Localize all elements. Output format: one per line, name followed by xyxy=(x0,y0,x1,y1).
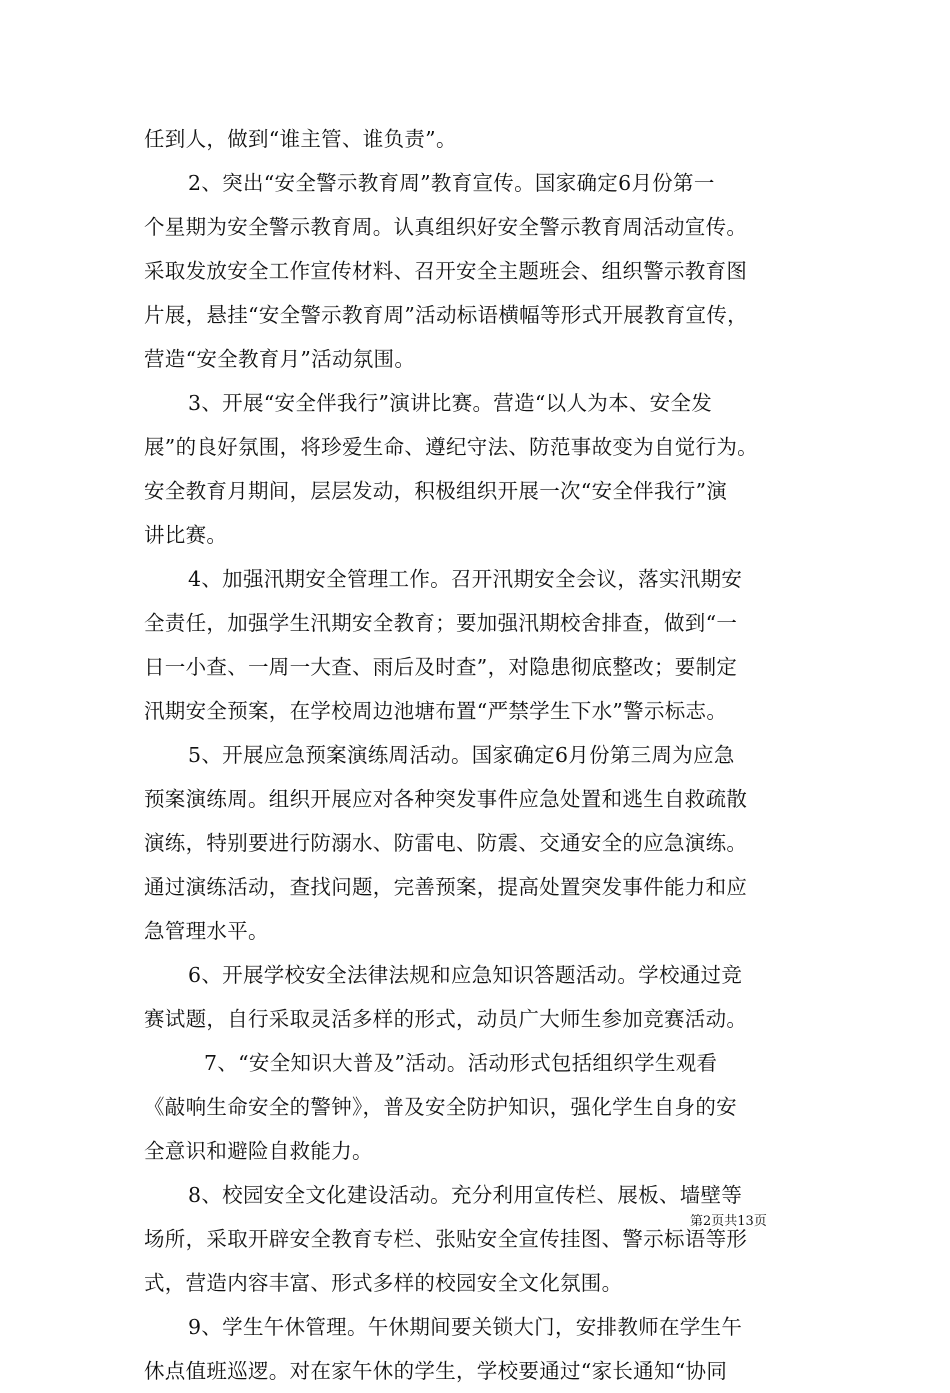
text-line: 式，营造内容丰富、形式多样的校园安全文化氛围。 xyxy=(144,1271,623,1295)
text-line: 赛试题，自行采取灵活多样的形式，动员广大师生参加竞赛活动。 xyxy=(144,1007,748,1031)
text-line: 3、开展“安全伴我行”演讲比赛。营造“以人为本、安全发 xyxy=(188,391,713,415)
text-line: 场所，采取开辟安全教育专栏、张贴安全宣传挂图、警示标语等形 xyxy=(144,1227,748,1251)
text-line: 任到人，做到“谁主管、谁负责”。 xyxy=(144,127,457,151)
text-line: 展”的良好氛围，将珍爱生命、遵纪守法、防范事故变为自觉行为。 xyxy=(144,435,758,459)
text-line: 讲比赛。 xyxy=(144,523,228,547)
text-line: 安全教育月期间，层层发动，积极组织开展一次“安全伴我行”演 xyxy=(144,479,728,503)
text-line: 汛期安全预案，在学校周边池塘布置“严禁学生下水”警示标志。 xyxy=(144,699,728,723)
page-number-footer: 第2页共13页 xyxy=(690,1214,767,1229)
text-line: 8、校园安全文化建设活动。充分利用宣传栏、展板、墙壁等 xyxy=(188,1183,743,1207)
text-line: 9、学生午休管理。午休期间要关锁大门，安排教师在学生午 xyxy=(188,1315,743,1339)
text-line: 7、“安全知识大普及”活动。活动形式包括组织学生观看 xyxy=(204,1051,718,1075)
text-line: 全意识和避险自救能力。 xyxy=(144,1139,373,1163)
text-line: 急管理水平。 xyxy=(144,919,269,943)
text-line: 休点值班巡逻。对在家午休的学生，学校要通过“家长通知“协同 xyxy=(144,1359,728,1383)
text-line: 个星期为安全警示教育周。认真组织好安全警示教育周活动宣传。 xyxy=(144,215,748,239)
text-line: 《敲响生命安全的警钟》，普及安全防护知识，强化学生自身的安 xyxy=(144,1095,737,1119)
text-line: 采取发放安全工作宣传材料、召开安全主题班会、组织警示教育图 xyxy=(144,259,748,283)
text-line: 2、突出“安全警示教育周”教育宣传。国家确定6月份第一 xyxy=(188,171,715,195)
document-body xyxy=(144,117,814,1393)
text-line: 5、开展应急预案演练周活动。国家确定6月份第三周为应急 xyxy=(188,743,735,767)
text-line: 通过演练活动，查找问题，完善预案，提高处置突发事件能力和应 xyxy=(144,875,748,899)
text-line: 片展，悬挂“安全警示教育周”活动标语横幅等形式开展教育宣传， xyxy=(144,303,748,327)
text-line: 预案演练周。组织开展应对各种突发事件应急处置和逃生自救疏散 xyxy=(144,787,748,811)
text-line: 全责任，加强学生汛期安全教育；要加强汛期校舍排查，做到“一 xyxy=(144,611,738,635)
text-line: 日一小查、一周一大查、雨后及时查”，对隐患彻底整改；要制定 xyxy=(144,655,738,679)
text-line: 4、加强汛期安全管理工作。召开汛期安全会议，落实汛期安 xyxy=(188,567,743,591)
text-line: 6、开展学校安全法律法规和应急知识答题活动。学校通过竞 xyxy=(188,963,743,987)
text-line: 演练，特别要进行防溺水、防雷电、防震、交通安全的应急演练。 xyxy=(144,831,748,855)
text-line: 营造“安全教育月”活动氛围。 xyxy=(144,347,416,371)
